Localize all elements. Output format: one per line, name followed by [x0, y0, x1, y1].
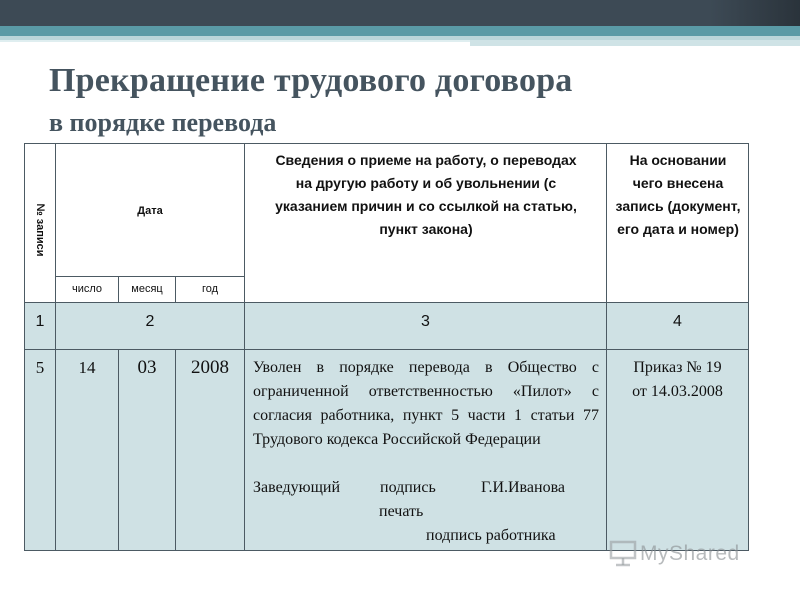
colnum-cell-2: [55, 302, 245, 350]
header-info-label: Сведения о приеме на работу, о переводах на другую работу и об увольнении (с указанием причин и со ссылкой на статью, пункт закона): [275, 152, 577, 237]
header-year: [175, 276, 245, 303]
record-text-cell: [244, 349, 607, 551]
header-month: [118, 276, 176, 303]
presentation-icon: [608, 538, 638, 568]
header-day: [55, 276, 119, 303]
signatory-position: Заведующий: [253, 479, 341, 496]
watermark-text: MyShared: [640, 542, 740, 565]
basis-order: Приказ № 19: [633, 359, 722, 376]
top-accent-line-right: [470, 40, 800, 46]
header-date-label: Дата: [137, 205, 163, 217]
record-no-cell: [24, 349, 56, 551]
day-value: 14: [78, 358, 96, 377]
record-text: Уволен в порядке перевода в Общество с ограниченной ответственностью «Пилот» с согласия работника, пункт 5 части 1 статьи 77 Трудового кодекса Российской Федерации: [253, 359, 599, 448]
year-cell: [175, 349, 245, 551]
month-value: 03: [137, 357, 157, 378]
colnum-cell-1: [24, 302, 56, 350]
header-basis: [606, 143, 749, 303]
top-bar: [0, 0, 800, 26]
signatory-name: Г.И.Иванова: [481, 479, 566, 496]
header-date: [55, 143, 245, 277]
header-day-label: число: [71, 283, 103, 295]
stamp-label: печать: [379, 503, 424, 520]
column-number-4: 4: [673, 313, 682, 330]
month-cell: [118, 349, 176, 551]
header-month-label: месяц: [131, 283, 163, 295]
top-accent-bar: [0, 26, 800, 36]
colnum-cell-4: [606, 302, 749, 350]
year-value: 2008: [191, 357, 229, 378]
header-record-no: [24, 143, 56, 303]
record-no-value: 5: [35, 358, 45, 377]
signature-label: подпись: [380, 479, 436, 496]
top-accent-line-thin: [0, 40, 470, 42]
slide-title: Прекращение трудового договора: [49, 62, 573, 99]
colnum-cell-3: [244, 302, 607, 350]
top-bar-shade: [710, 0, 800, 26]
header-basis-label: На основании чего внесена запись (документ, его дата и номер): [615, 152, 741, 237]
slide-subtitle: в порядке перевода: [49, 108, 277, 137]
basis-cell: [606, 349, 749, 551]
header-info: [244, 143, 607, 303]
employee-signature-label: подпись работника: [426, 527, 556, 544]
day-cell: [55, 349, 119, 551]
column-number-2: 2: [145, 313, 155, 330]
header-year-label: год: [201, 283, 219, 295]
column-number-3: 3: [421, 313, 430, 330]
basis-date: от 14.03.2008: [632, 383, 723, 400]
header-record-no-label: № записи: [34, 203, 46, 257]
column-number-1: 1: [35, 313, 45, 330]
work-record-table: [24, 143, 749, 551]
